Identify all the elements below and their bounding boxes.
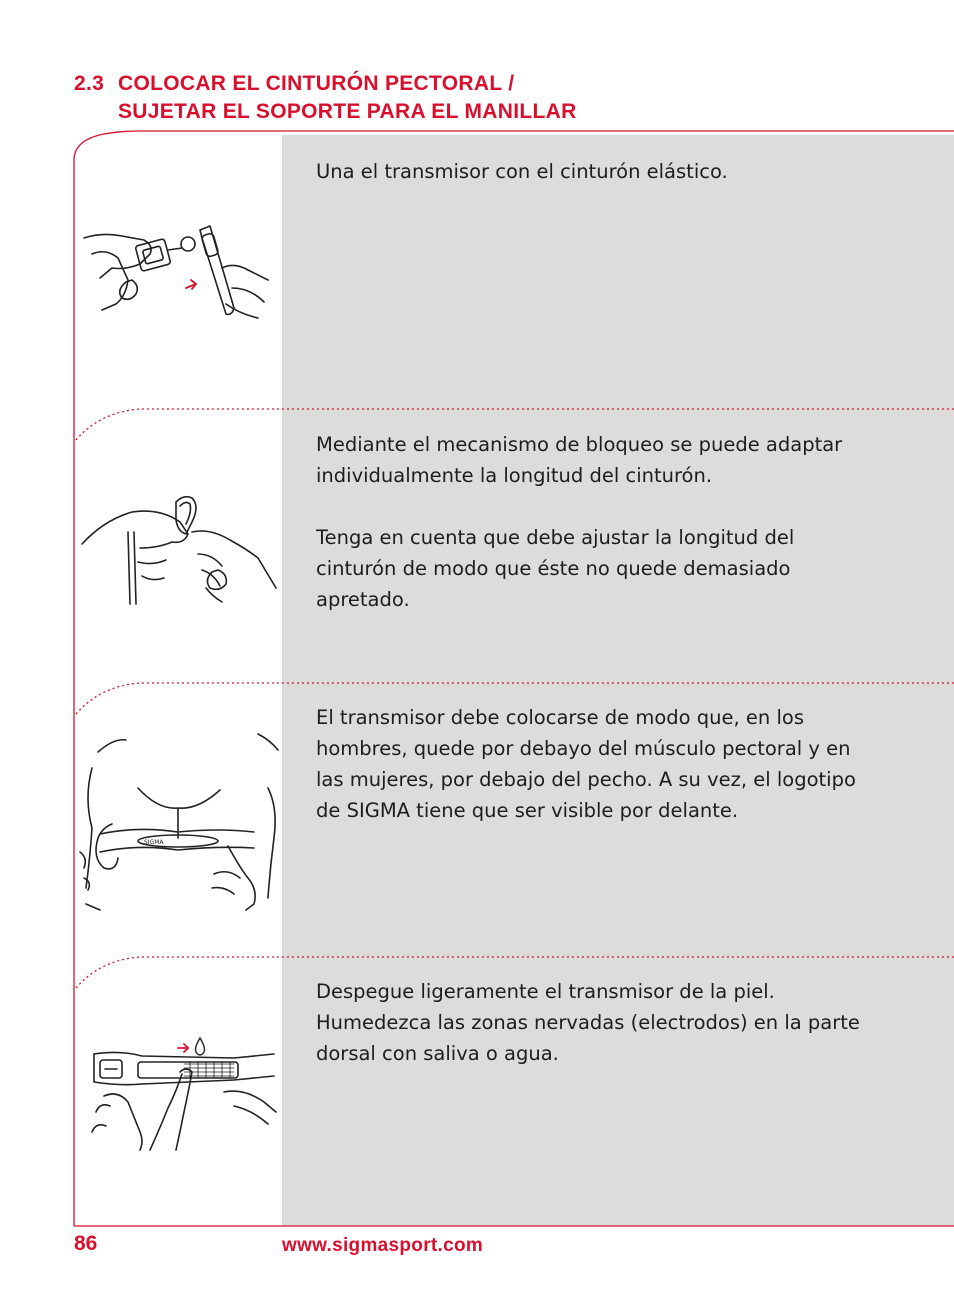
step-2-paragraph-1: Mediante el mecanismo de bloqueo se puede adaptar individualmente la longitud del cinturón. — [316, 433, 843, 487]
step-4-paragraph: Despegue ligeramente el transmisor de la piel. Humedezca las zonas nervadas (electrodos) en la parte dorsal con saliva o agua. — [316, 980, 860, 1065]
svg-text:SIGMA: SIGMA — [144, 839, 164, 846]
step-1-text — [316, 156, 876, 187]
step-3-paragraph: El transmisor debe colocarse de modo que, en los hombres, quede por debayo del músculo pectoral y en las mujeres, por debajo del pecho. A su vez, el logotipo de SIGMA tiene que ser visible por delante. — [316, 706, 856, 822]
step-2-text — [316, 429, 876, 615]
step-4-text — [316, 976, 876, 1069]
step-1-paragraph: Una el transmisor con el cinturón elástico. — [316, 160, 728, 183]
section-title-line1: COLOCAR EL CINTURÓN PECTORAL / — [118, 72, 515, 95]
step-3-text — [316, 702, 876, 826]
section-title-line2: SUJETAR EL SOPORTE PARA EL MANILLAR — [118, 100, 577, 123]
illustration-wear-chest-strap — [78, 728, 280, 914]
illustration-adjust-belt — [80, 492, 280, 612]
illustration-connect-transmitter — [82, 218, 278, 323]
section-heading — [74, 70, 577, 126]
page-number: 86 — [74, 1232, 98, 1255]
illustration-moisten-electrodes — [84, 1032, 280, 1152]
website-link[interactable]: www.sigmasport.com — [282, 1235, 484, 1256]
section-number: 2.3 — [74, 72, 105, 95]
step-2-paragraph-2: Tenga en cuenta que debe ajustar la longitud del cinturón de modo que éste no quede demasiado apretado. — [316, 526, 795, 611]
